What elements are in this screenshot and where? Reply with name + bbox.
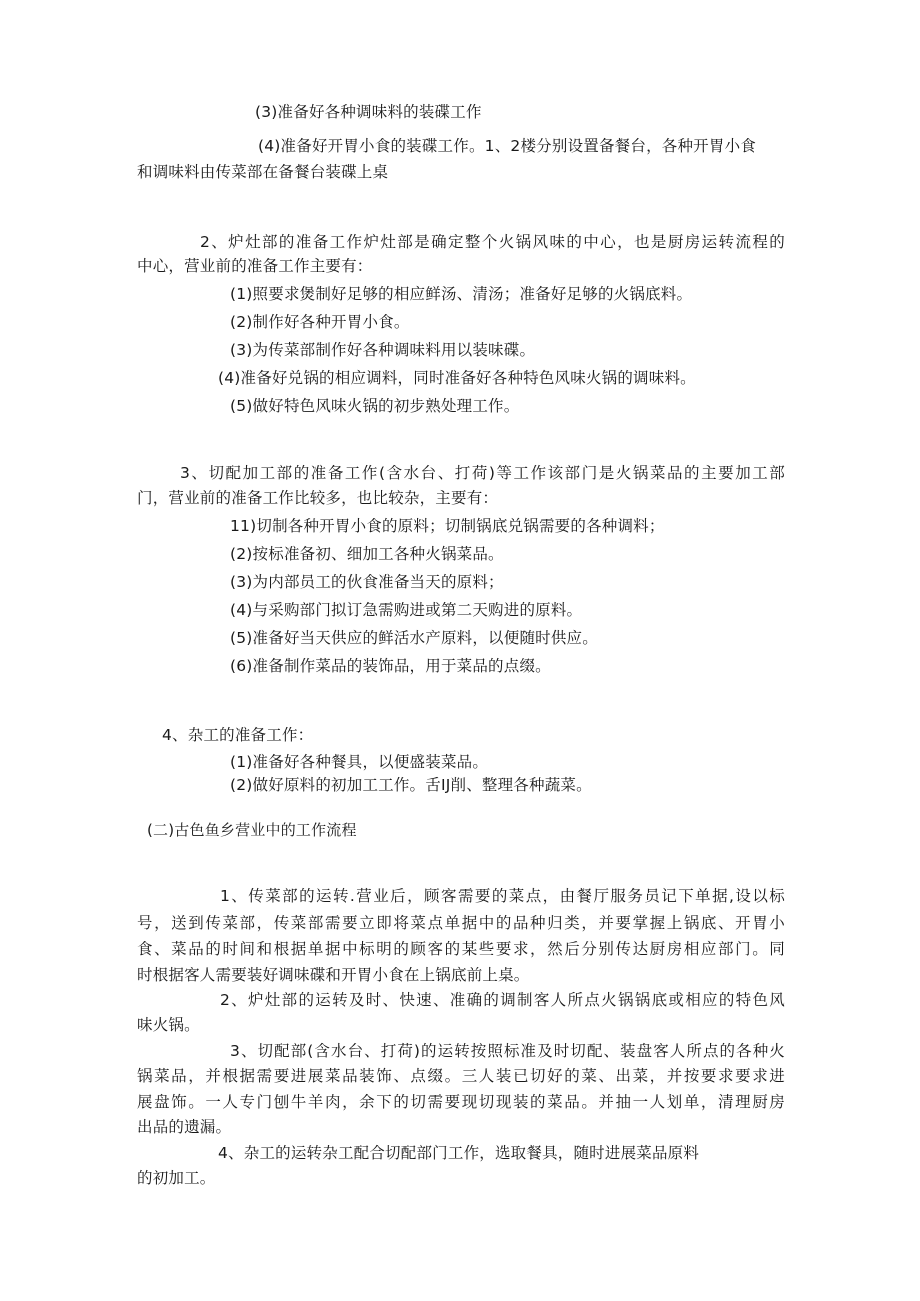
stove-item-4: (4)准备好兑锅的相应调料，同时准备好各种特色风味火锅的调味料。 <box>218 369 696 387</box>
misc-dept-heading: 4、杂工的准备工作： <box>162 726 314 744</box>
stove-item-3: (3)为传菜部制作好各种调味料用以装味碟。 <box>230 341 536 359</box>
section-heading-2: (二)古色鱼乡营业中的工作流程 <box>147 821 357 839</box>
op-serving-1: 1、传菜部的运转.营业后，顾客需要的菜点，由餐厅服务员记下单据,设以标 <box>220 887 785 905</box>
cutting-item-5: (5)准备好当天供应的鲜活水产原料，以便随时供应。 <box>230 629 598 647</box>
cutting-item-2: (2)按标准备初、细加工各种火锅菜品。 <box>230 545 504 563</box>
cutting-dept-heading-cont: 门，营业前的准备工作比较多，也比较杂，主要有： <box>137 489 499 507</box>
stove-dept-heading: 2、炉灶部的准备工作炉灶部是确定整个火锅风味的中心，也是厨房运转流程的 <box>200 233 785 251</box>
cutting-item-3: (3)为内部员工的伙食准备当天的原料； <box>230 573 504 591</box>
stove-item-2: (2)制作好各种开胃小食。 <box>230 313 410 331</box>
misc-item-1: (1)准备好各种餐具，以便盛装菜品。 <box>230 753 489 771</box>
cutting-item-6: (6)准备制作菜品的装饰品，用于菜品的点缀。 <box>230 657 551 675</box>
op-misc-2: 的初加工。 <box>137 1169 216 1187</box>
stove-item-1: (1)照要求煲制好足够的相应鲜汤、清汤；准备好足够的火锅底料。 <box>230 285 693 303</box>
op-cutting-4: 出品的遗漏。 <box>137 1118 232 1136</box>
op-serving-2: 号，送到传菜部，传菜部需要立即将菜点单据中的品种归类，并要掌握上锅底、开胃小 <box>137 914 785 932</box>
op-cutting-3: 展盘饰。一人专门刨牛羊肉，余下的切需要现切现装的菜品。并抽一人划单，清理厨房 <box>137 1093 785 1111</box>
op-misc-1: 4、杂工的运转杂工配合切配部门工作，选取餐具，随时进展菜品原料 <box>218 1144 700 1162</box>
op-stove-1: 2、炉灶部的运转及时、快速、准确的调制客人所点火锅锅底或相应的特色风 <box>220 991 785 1009</box>
op-stove-2: 味火锅。 <box>137 1016 200 1034</box>
op-serving-3: 食、菜品的时间和根据单据中标明的顾客的某些要求，然后分别传达厨房相应部门。同 <box>137 940 785 958</box>
cutting-item-1: 11)切制各种开胃小食的原料；切制锅底兑锅需要的各种调料； <box>230 517 665 535</box>
stove-dept-heading-cont: 中心，营业前的准备工作主要有： <box>137 257 373 275</box>
prep-item-3: (3)准备好各种调味料的装碟工作 <box>255 103 482 121</box>
stove-item-5: (5)做好特色风味火锅的初步熟处理工作。 <box>230 397 520 415</box>
op-serving-4: 时根据客人需要装好调味碟和开胃小食在上锅底前上桌。 <box>137 966 530 984</box>
op-cutting-2: 锅菜品，并根据需要进展菜品装饰、点缀。三人装已切好的菜、出菜，并按要求要求进 <box>137 1067 785 1085</box>
cutting-dept-heading: 3、切配加工部的准备工作(含水台、打荷)等工作该部门是火锅菜品的主要加工部 <box>180 464 785 482</box>
prep-item-4-cont: 和调味料由传菜部在备餐台装碟上桌 <box>137 163 389 181</box>
cutting-item-4: (4)与采购部门拟订急需购进或第二天购进的原料。 <box>230 601 583 619</box>
prep-item-4: (4)准备好开胃小食的装碟工作。1、2楼分别设置备餐台，各种开胃小食 <box>258 137 756 155</box>
misc-item-2: (2)做好原料的初加工工作。舌IJ削、整理各种蔬菜。 <box>230 776 592 794</box>
op-cutting-1: 3、切配部(含水台、打荷)的运转按照标准及时切配、装盘客人所点的各种火 <box>230 1042 785 1060</box>
